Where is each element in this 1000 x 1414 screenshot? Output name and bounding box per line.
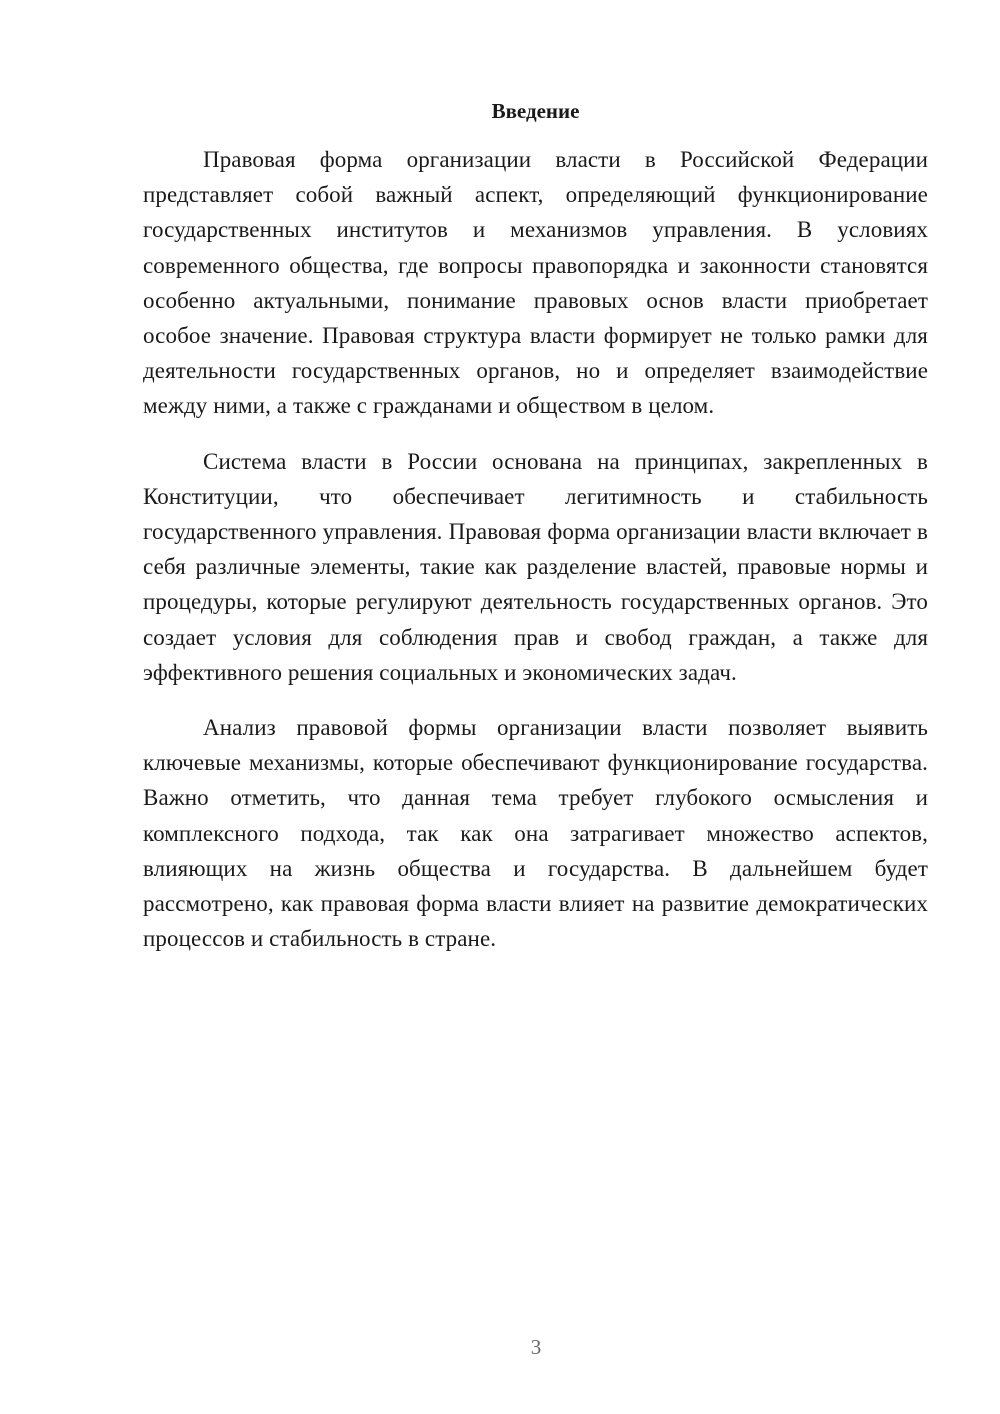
section-heading: Введение	[491, 99, 580, 123]
paragraph-3: Анализ правовой формы организации власти позволяет выявить ключевые механизмы, которые обеспечивают функционирование государства. Важно отметить, что данная тема требует глубокого осмысления и комплексного подхода, так как она затрагивает множество аспектов, влияющих на жизнь общества и государства. В дальнейшем будет рассмотрено, как правовая форма власти влияет на развитие демократических процессов и стабильность в стране.	[143, 715, 928, 952]
page-number: 3	[530, 1335, 542, 1359]
body-text	[143, 142, 928, 976]
paragraph-2: Система власти в России основана на принципах, закрепленных в Конституции, что обеспечивает легитимность и стабильность государственного управления. Правовая форма организации власти включает в себя различные элементы, такие как разделение властей, правовые нормы и процедуры, которые регулируют деятельность государственных органов. Это создает условия для соблюдения прав и свобод граждан, а также для эффективного решения социальных и экономических задач.	[143, 448, 928, 685]
paragraph-1: Правовая форма организации власти в Российской Федерации представляет собой важный аспект, определяющий функционирование государственных институтов и механизмов управления. В условиях современного общества, где вопросы правопорядка и законности становятся особенно актуальными, понимание правовых основ власти приобретает особое значение. Правовая структура власти формирует не только рамки для деятельности государственных органов, но и определяет взаимодействие между ними, а также с гражданами и обществом в целом.	[143, 147, 928, 419]
